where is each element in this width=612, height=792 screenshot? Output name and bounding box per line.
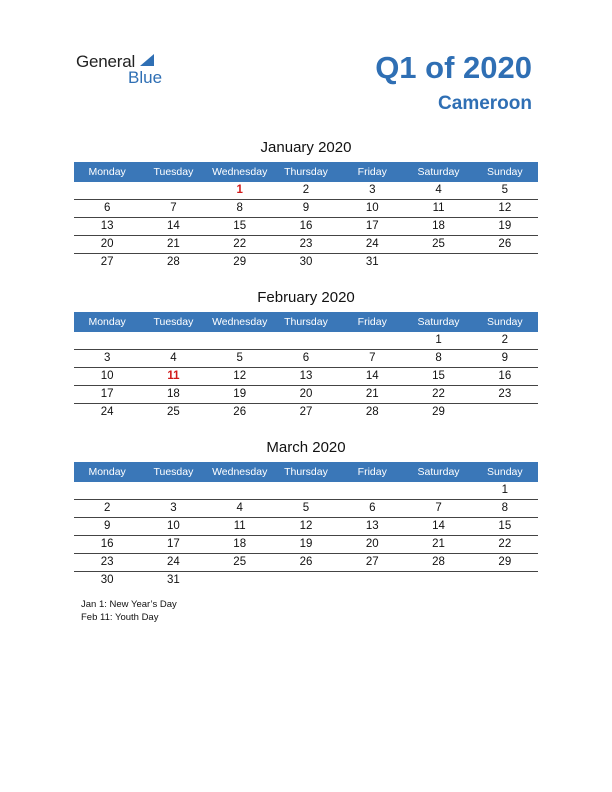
day-cell: 27	[365, 556, 379, 568]
day-cell: 25	[167, 406, 180, 418]
day-cell: 26	[498, 238, 512, 250]
day-cell: 2	[501, 334, 509, 346]
day-cell: 22	[432, 388, 445, 400]
holiday-date: 11	[167, 370, 180, 382]
weekday-label: Friday	[357, 316, 387, 328]
weekday-label: Tuesday	[153, 466, 194, 478]
day-cell: 7	[435, 502, 442, 514]
day-cell: 8	[236, 202, 243, 214]
country-name: Cameroon	[438, 93, 532, 114]
day-cell: 25	[233, 556, 247, 568]
weekday-label: Wednesday	[212, 316, 268, 328]
weekday-label: Thursday	[284, 466, 328, 478]
day-cell: 24	[365, 238, 379, 250]
day-cell: 30	[100, 574, 114, 586]
weekday-label: Thursday	[284, 166, 328, 178]
day-cell: 11	[432, 202, 445, 214]
weekday-label: Sunday	[487, 316, 523, 328]
day-cell: 30	[299, 256, 313, 268]
day-cell: 6	[103, 202, 111, 214]
holiday-date: 1	[236, 184, 243, 196]
day-cell	[273, 572, 339, 589]
day-cell	[339, 482, 405, 499]
weekday-label: Wednesday	[212, 166, 268, 178]
week-row	[74, 350, 538, 368]
day-cell: 31	[167, 574, 180, 586]
day-cell: 21	[365, 388, 379, 400]
day-cell: 4	[435, 184, 442, 196]
day-cell: 11	[233, 520, 246, 532]
day-cell: 1	[501, 484, 509, 496]
day-cell: 19	[498, 220, 512, 232]
weekday-label: Saturday	[417, 466, 460, 478]
day-cell: 29	[432, 406, 445, 418]
weekday-label: Saturday	[417, 166, 460, 178]
day-cell	[405, 482, 471, 499]
day-cell: 19	[233, 388, 247, 400]
day-cell: 6	[369, 502, 376, 514]
week-row	[74, 500, 538, 518]
day-cell: 24	[167, 556, 180, 568]
day-cell: 2	[302, 184, 310, 196]
day-cell: 9	[103, 520, 111, 532]
day-cell: 28	[365, 406, 379, 418]
day-cell: 10	[365, 202, 379, 214]
month-calendar	[74, 437, 538, 589]
holiday-notes	[81, 598, 177, 624]
day-cell: 27	[299, 406, 313, 418]
week-row	[74, 536, 538, 554]
weekday-label: Wednesday	[212, 466, 268, 478]
week-row	[74, 236, 538, 254]
day-cell: 14	[432, 520, 445, 532]
month-title: January 2020	[260, 139, 352, 156]
day-cell: 18	[233, 538, 247, 550]
day-cell: 17	[365, 220, 379, 232]
day-cell: 21	[432, 538, 445, 550]
day-cell: 7	[369, 352, 376, 364]
day-cell: 16	[100, 538, 114, 550]
weekday-label: Saturday	[417, 316, 460, 328]
week-row	[74, 518, 538, 536]
day-cell: 3	[170, 502, 177, 514]
month-title: February 2020	[257, 289, 355, 306]
day-cell: 14	[167, 220, 180, 232]
day-cell: 20	[100, 238, 114, 250]
day-cell: 17	[167, 538, 180, 550]
day-cell	[207, 332, 273, 349]
week-row	[74, 482, 538, 500]
day-cell	[472, 572, 538, 589]
day-cell: 2	[103, 502, 111, 514]
day-cell	[273, 332, 339, 349]
week-row	[74, 218, 538, 236]
weekday-label: Monday	[88, 466, 126, 478]
week-row	[74, 200, 538, 218]
day-cell: 7	[170, 202, 177, 214]
weekday-header	[74, 462, 538, 482]
holiday-note: Feb 11: Youth Day	[81, 612, 159, 623]
day-cell: 23	[498, 388, 512, 400]
week-row	[74, 386, 538, 404]
week-row	[74, 572, 538, 589]
day-cell	[339, 572, 405, 589]
day-cell	[472, 254, 538, 271]
logo-word-blue: Blue	[128, 68, 163, 87]
day-cell: 9	[302, 202, 310, 214]
day-cell: 5	[236, 352, 243, 364]
day-cell	[140, 332, 206, 349]
day-cell: 15	[432, 370, 445, 382]
week-row	[74, 332, 538, 350]
weekday-label: Monday	[88, 316, 126, 328]
logo-triangle-icon	[140, 54, 154, 66]
day-cell	[405, 254, 471, 271]
day-cell: 29	[498, 556, 512, 568]
day-cell: 26	[233, 406, 247, 418]
day-cell: 10	[167, 520, 180, 532]
day-cell: 4	[170, 352, 177, 364]
day-cell: 9	[501, 352, 509, 364]
day-cell: 8	[501, 502, 509, 514]
weekday-label: Sunday	[487, 166, 523, 178]
day-cell: 28	[432, 556, 445, 568]
day-cell	[273, 482, 339, 499]
day-cell: 14	[365, 370, 379, 382]
day-cell: 27	[100, 256, 114, 268]
day-cell: 17	[100, 388, 114, 400]
day-cell: 3	[369, 184, 376, 196]
day-cell	[74, 182, 140, 199]
day-cell: 16	[299, 220, 313, 232]
day-cell: 12	[299, 520, 313, 532]
week-row	[74, 404, 538, 421]
day-cell: 10	[100, 370, 114, 382]
day-cell: 16	[498, 370, 512, 382]
day-cell: 13	[365, 520, 379, 532]
week-row	[74, 254, 538, 271]
day-cell: 6	[302, 352, 310, 364]
weekday-label: Friday	[357, 466, 387, 478]
day-cell: 5	[302, 502, 310, 514]
holiday-note: Jan 1: New Year’s Day	[81, 599, 177, 610]
logo	[76, 52, 176, 88]
day-cell: 28	[167, 256, 180, 268]
day-cell: 12	[498, 202, 512, 214]
weekday-label: Monday	[88, 166, 126, 178]
day-cell: 31	[365, 256, 379, 268]
logo-word-general: General	[76, 52, 136, 71]
day-cell: 20	[299, 388, 313, 400]
day-cell: 8	[435, 352, 442, 364]
day-cell	[140, 482, 206, 499]
day-cell: 5	[501, 184, 509, 196]
weekday-label: Tuesday	[153, 316, 194, 328]
day-cell: 18	[432, 220, 445, 232]
day-cell: 15	[498, 520, 512, 532]
day-cell	[74, 332, 140, 349]
week-row	[74, 554, 538, 572]
day-cell	[207, 572, 273, 589]
day-cell: 21	[167, 238, 180, 250]
day-cell: 1	[435, 334, 442, 346]
month-calendar	[74, 137, 538, 271]
day-cell	[207, 482, 273, 499]
day-cell: 22	[233, 238, 247, 250]
weekday-header	[74, 312, 538, 332]
day-cell: 23	[299, 238, 313, 250]
day-cell: 22	[498, 538, 512, 550]
day-cell: 3	[103, 352, 111, 364]
day-cell: 13	[299, 370, 313, 382]
day-cell: 4	[236, 502, 243, 514]
day-cell: 25	[432, 238, 445, 250]
day-cell: 19	[299, 538, 313, 550]
weekday-header	[74, 162, 538, 182]
day-cell	[140, 182, 206, 199]
day-cell	[339, 332, 405, 349]
day-cell: 20	[365, 538, 379, 550]
day-cell	[74, 482, 140, 499]
weekday-label: Sunday	[487, 466, 523, 478]
day-cell: 24	[100, 406, 114, 418]
day-cell	[472, 404, 538, 421]
month-calendar	[74, 287, 538, 421]
week-row	[74, 368, 538, 386]
weekday-label: Friday	[357, 166, 387, 178]
day-cell: 23	[100, 556, 114, 568]
day-cell: 12	[233, 370, 247, 382]
page-title: Q1 of 2020	[375, 50, 532, 85]
day-cell: 13	[100, 220, 114, 232]
week-row	[74, 182, 538, 200]
day-cell: 15	[233, 220, 247, 232]
weekday-label: Tuesday	[153, 166, 194, 178]
day-cell: 29	[233, 256, 247, 268]
month-title: March 2020	[266, 439, 346, 456]
weekday-label: Thursday	[284, 316, 328, 328]
day-cell: 18	[167, 388, 180, 400]
day-cell: 26	[299, 556, 313, 568]
day-cell	[405, 572, 471, 589]
